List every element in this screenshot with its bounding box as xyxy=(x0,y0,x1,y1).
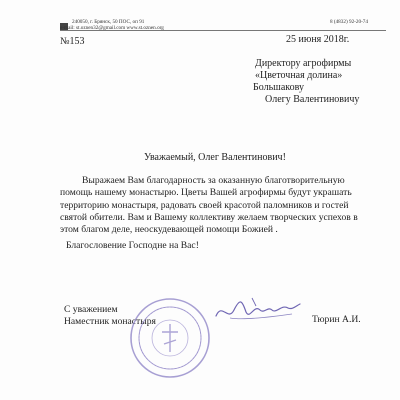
document-number: №153 xyxy=(60,36,85,47)
addressee-block xyxy=(255,58,359,106)
body-paragraph-rest: помощь нашему монастырю. Цветы Вашей агрофирмы будут украшать территорию монастыря, радовать своей красотой паломников и гостей святой обители. Вам и Вашему коллективу желаем творческих успехов в этом благом деле, неоскудевающей помощи Божией . xyxy=(60,187,358,236)
addressee-line-2: «Цветочная долина» xyxy=(255,70,343,81)
signer-position: Наместник монастыря xyxy=(64,316,156,327)
letterhead-phone: 8 (4832) 92-20-74 xyxy=(329,19,368,25)
document-date: 25 июня 2018г. xyxy=(286,34,350,45)
addressee-line-1: Директору агрофирмы xyxy=(255,58,352,69)
letterhead xyxy=(60,4,386,31)
handwritten-signature-icon xyxy=(212,292,302,326)
round-stamp-icon xyxy=(128,296,212,380)
signer-name: Тюрин А.И. xyxy=(312,314,361,325)
body-paragraph-first-line: Выражаем Вам благодарность за оказанную благотворительную xyxy=(82,175,345,186)
addressee-line-3: Большакову xyxy=(253,82,305,93)
letterhead-email-row xyxy=(60,25,386,32)
salutation: Уважаемый, Олег Валентинович! xyxy=(144,152,286,163)
letterhead-address: 240050, г. Брянск, 50 ПОС, оп 91 xyxy=(72,19,145,25)
addressee-line-4: Олегу Валентиновичу xyxy=(265,94,360,105)
blessing-line: Благословение Господне на Вас! xyxy=(66,240,199,252)
regards-text: С уважением xyxy=(64,304,118,315)
letter-body xyxy=(60,175,360,253)
letterhead-email: e-mail: st.oznen32@gmail.com www.st.oznen.org xyxy=(60,25,164,31)
